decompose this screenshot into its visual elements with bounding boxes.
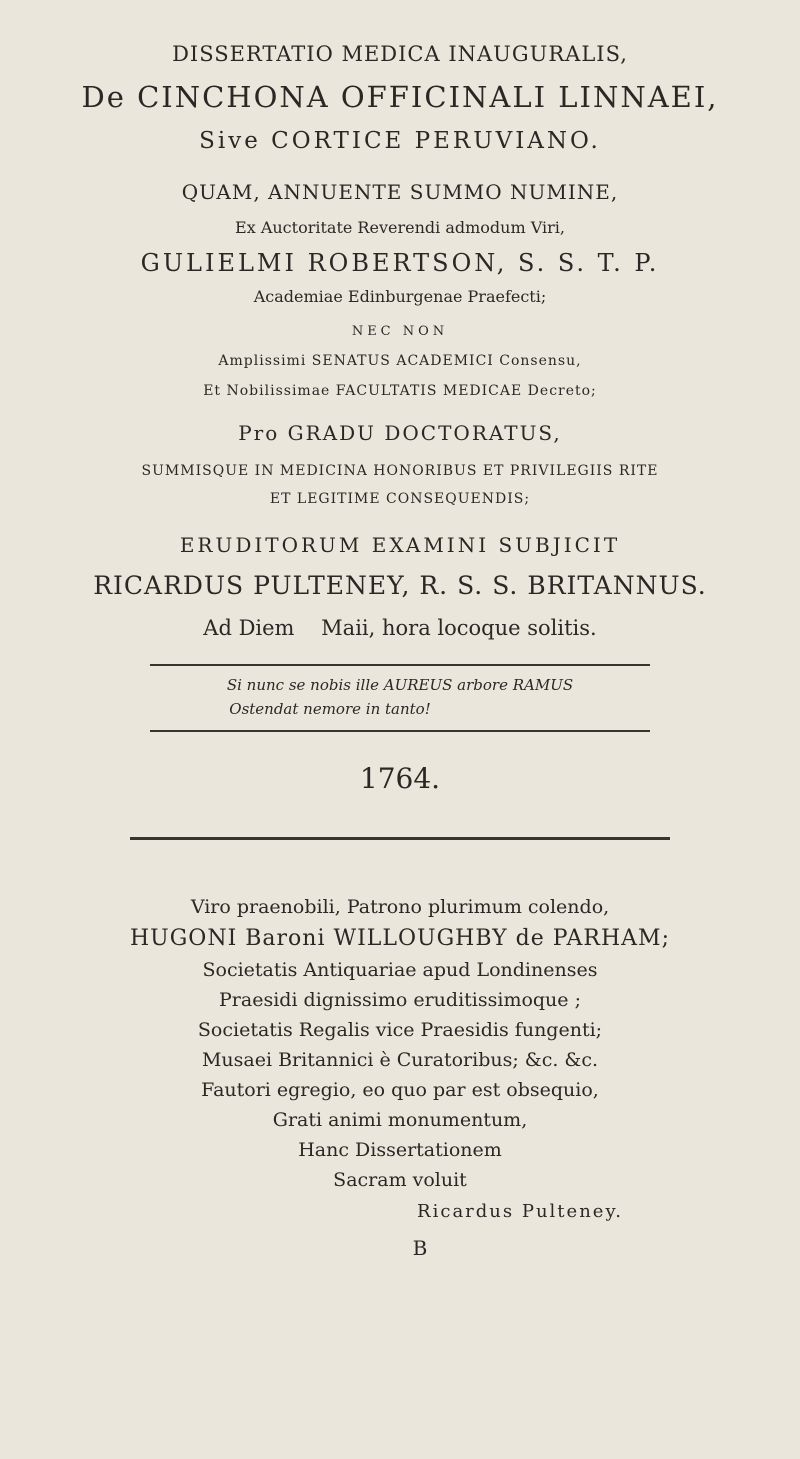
faculty-line: Et Nobilissimae FACULTATIS MEDICAE Decreto; <box>203 383 597 399</box>
nec-non-line: NEC NON <box>351 324 449 339</box>
dedication-line-1: Viro praenobili, Patrono plurimum colendo, <box>190 896 610 918</box>
dedication-line-3: Societatis Antiquariae apud Londinenses <box>202 959 598 981</box>
divider-top <box>150 664 650 666</box>
dedication-line-5: Societatis Regalis vice Praesidis fungenti; <box>197 1019 603 1041</box>
signature-mark: B <box>412 1236 428 1260</box>
divider-bottom <box>130 837 670 840</box>
approval-line: QUAM, ANNUENTE SUMMO NUMINE, <box>181 180 619 204</box>
dissertation-heading: DISSERTATIO MEDICA INAUGURALIS, <box>172 42 628 66</box>
dedication-line-9: Hanc Dissertationem <box>298 1139 502 1161</box>
date-line: Ad Diem Maii, hora locoque solitis. <box>203 616 597 640</box>
honours-line: SUMMISQUE IN MEDICINA HONORIBUS ET PRIVILEGIIS RITE <box>141 463 659 479</box>
senate-line: Amplissimi SENATUS ACADEMICI Consensu, <box>218 353 582 369</box>
dedication-line-8: Grati animi monumentum, <box>272 1109 528 1131</box>
principal-name: GULIELMI ROBERTSON, S. S. T. P. <box>140 249 660 277</box>
dissertation-title: De CINCHONA OFFICINALI LINNAEI, <box>81 80 719 114</box>
dedication-signature: Ricardus Pulteney. <box>417 1201 623 1222</box>
principal-office: Academiae Edinburgenae Praefecti; <box>253 287 547 306</box>
examination-line: ERUDITORUM EXAMINI SUBJICIT <box>179 533 621 557</box>
authority-line: Ex Auctoritate Reverendi admodum Viri, <box>235 218 565 237</box>
dedication-line-4: Praesidi dignissimo eruditissimoque ; <box>219 989 581 1011</box>
dissertation-subtitle: Sive CORTICE PERUVIANO. <box>199 128 601 154</box>
publication-year: 1764. <box>359 762 441 795</box>
dedication-line-7: Fautori egregio, eo quo par est obsequio, <box>201 1079 599 1101</box>
dedicatee-name: HUGONI Baroni WILLOUGHBY de PARHAM; <box>129 926 670 951</box>
motto-line-1: Si nunc se nobis ille AUREUS arbore RAMUS <box>226 676 574 694</box>
dedication-line-10: Sacram voluit <box>333 1169 467 1191</box>
dedication <box>0 896 800 1260</box>
motto-line-2: Ostendat nemore in tanto! <box>229 700 431 718</box>
dedication-line-6: Musaei Britannici è Curatoribus; &c. &c. <box>201 1049 599 1071</box>
honours-line-continued: ET LEGITIME CONSEQUENDIS; <box>269 491 531 507</box>
divider-middle <box>150 730 650 732</box>
degree-line: Pro GRADU DOCTORATUS, <box>238 421 562 445</box>
author-name: RICARDUS PULTENEY, R. S. S. BRITANNUS. <box>93 571 707 600</box>
